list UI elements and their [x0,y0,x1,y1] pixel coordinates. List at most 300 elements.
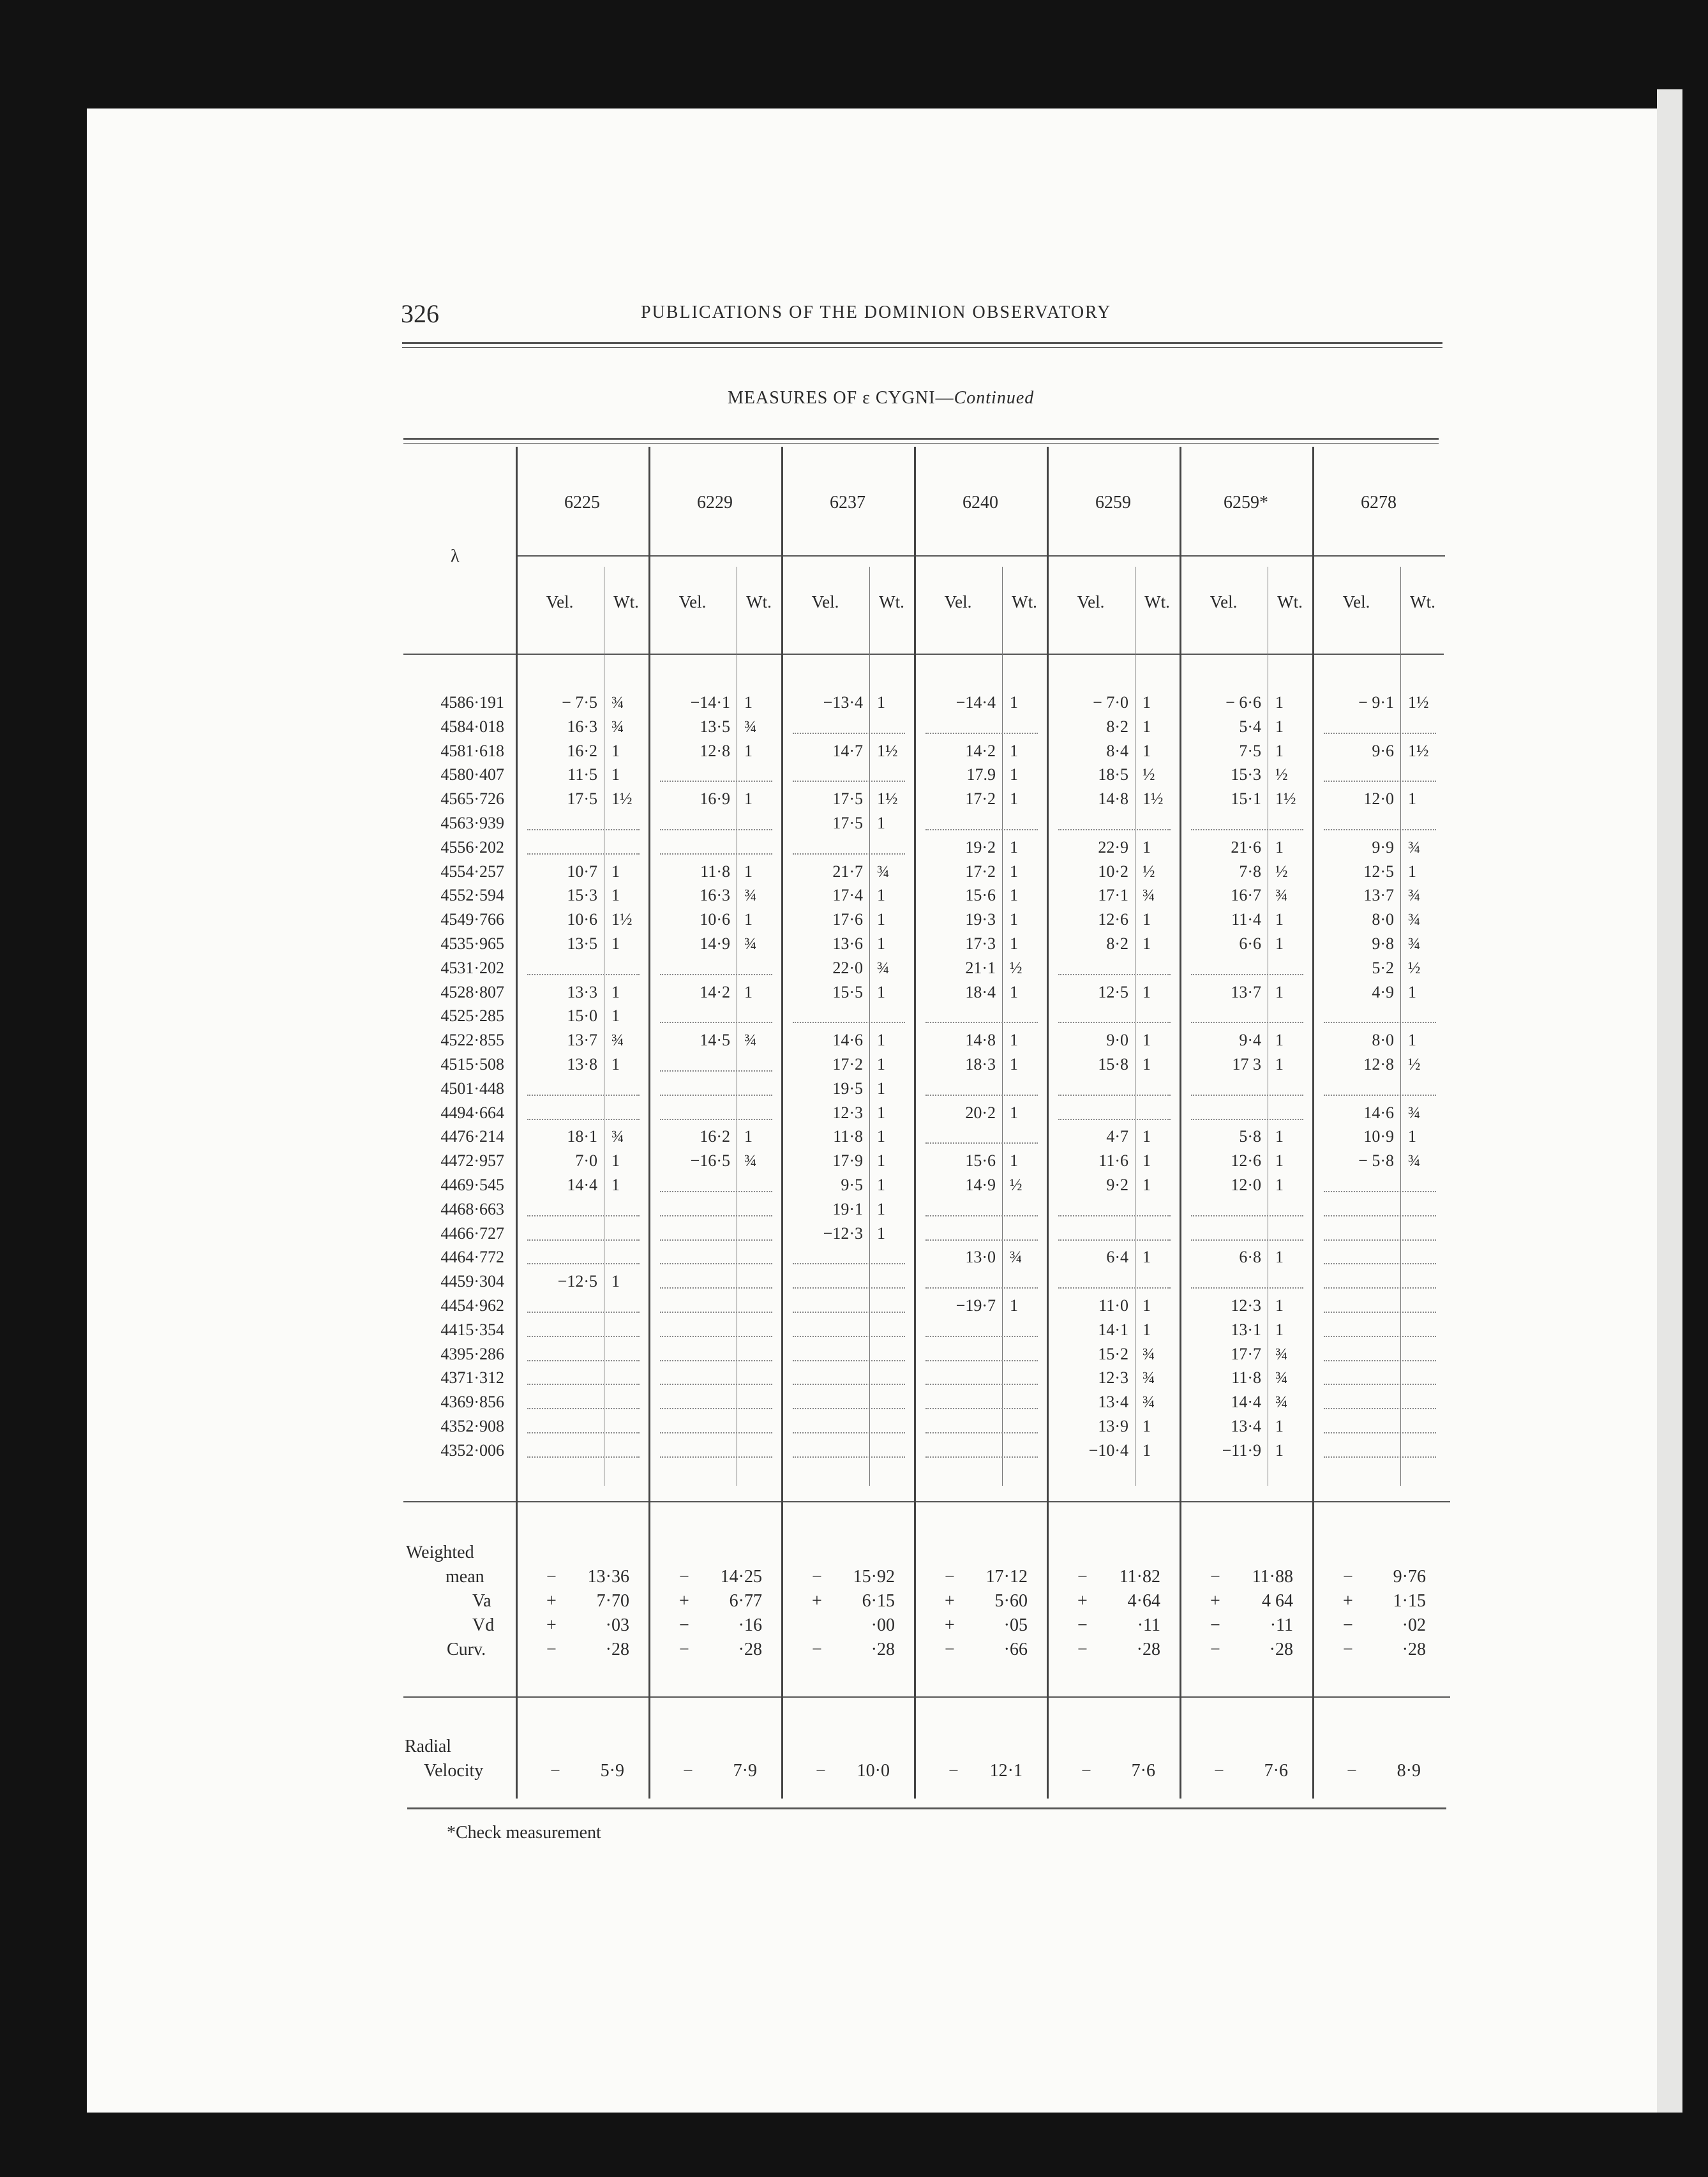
wavelength-label: 4476·214 [440,1127,504,1146]
weight-value: ¾ [877,862,890,881]
velocity-value: 9·9 [1372,837,1394,857]
wt-header: Wt. [613,592,639,611]
weight-value: 1½ [611,789,633,809]
velocity-value: 12·3 [832,1103,863,1122]
weight-value: 1 [1142,741,1151,760]
velocity-value: 11·8 [700,862,730,881]
plate-number: 6259 [1095,493,1131,512]
weight-value: 1 [1010,1031,1018,1050]
empty-row-dots [660,1432,772,1433]
weight-value: 1 [744,910,753,929]
weight-value: 1 [1142,982,1151,1001]
wavelength-label: 4531·202 [440,958,504,977]
summary-sign: + [945,1591,955,1611]
empty-row-dots [925,1215,1038,1216]
weight-value: 1 [744,1127,753,1146]
velocity-value: −12·3 [823,1223,863,1243]
wt-header: Wt. [879,592,904,611]
empty-row-dots [527,1360,640,1361]
weight-value: 1½ [1408,693,1429,712]
radial-sign: − [1081,1761,1091,1781]
vel-wt-divider-3 [1002,567,1003,1486]
velocity-value: 4·9 [1372,982,1394,1001]
velocity-value: 15·3 [1231,765,1261,784]
plate-number: 6259* [1224,493,1268,512]
velocity-value: 13·7 [1231,982,1261,1001]
summary-label-vd: Vd [472,1615,495,1635]
plate-header-rule [516,555,1445,557]
weight-value: 1 [1408,1031,1416,1050]
empty-row-dots [1191,829,1303,830]
summary-sign: − [1343,1615,1353,1635]
wt-header: Wt. [1277,592,1303,611]
vel-header: Vel. [944,592,972,611]
empty-row-dots [925,1022,1038,1023]
summary-value: 5·60 [994,1591,1028,1611]
empty-row-dots [1191,1022,1303,1023]
empty-row-dots [793,1263,905,1264]
velocity-value: −12·5 [557,1272,597,1291]
velocity-value: 4·7 [1106,1127,1128,1146]
empty-row-dots [925,1287,1038,1289]
velocity-value: 17·4 [832,886,863,905]
weight-value: ½ [1142,765,1155,784]
velocity-value: 16·2 [567,741,597,760]
weight-value: 1 [611,1055,620,1074]
table-title-main: MEASURES OF ε CYGNI— [728,388,954,408]
vel-header: Vel. [546,592,574,611]
empty-row-dots [660,1022,772,1023]
plate-number: 6240 [963,493,998,512]
empty-row-dots [925,1432,1038,1433]
weight-value: 1 [611,886,620,905]
summary-value: ·02 [1402,1615,1426,1635]
wavelength-label: 4584·018 [440,717,504,736]
empty-row-dots [660,1408,772,1409]
vel-header: Vel. [811,592,839,611]
velocity-value: 11·0 [1098,1296,1128,1315]
velocity-value: 19·2 [965,837,996,857]
empty-row-dots [793,1432,905,1433]
weight-value: ¾ [744,1151,757,1171]
radial-sign: − [816,1761,826,1781]
velocity-value: 18·4 [965,982,996,1001]
velocity-value: 13·5 [700,717,730,736]
weight-value: 1 [744,693,753,712]
weight-value: 1 [877,1151,885,1171]
summary-sign: − [1210,1615,1220,1635]
weight-value: 1 [1275,1296,1284,1315]
empty-row-dots [527,1095,640,1096]
velocity-value: 13·9 [1098,1417,1128,1435]
empty-row-dots [660,1287,772,1289]
velocity-value: 10·9 [1363,1127,1394,1146]
weight-value: 1 [611,862,620,881]
radial-value: 8·9 [1397,1761,1421,1781]
weight-value: 1 [1010,910,1018,929]
velocity-value: 15·0 [567,1006,597,1026]
summary-value: 4 64 [1262,1591,1293,1611]
velocity-value: 17·9 [832,1151,863,1171]
velocity-value: 13·4 [1098,1393,1128,1412]
empty-row-dots [660,1070,772,1072]
velocity-value: 10·6 [567,910,597,929]
velocity-value: 18·5 [1098,765,1128,784]
velocity-value: 14·2 [700,982,730,1001]
vel-wt-divider-2 [869,567,870,1486]
summary-value: ·16 [738,1615,762,1635]
wavelength-label: 4563·939 [440,814,504,832]
weight-value: ½ [1010,1176,1023,1194]
weight-value: 1 [877,910,885,929]
velocity-value: 9·0 [1106,1031,1128,1050]
wavelength-label: 4494·664 [440,1103,504,1122]
summary-value: 14·25 [720,1567,762,1587]
velocity-value: 14·8 [1098,789,1128,809]
velocity-value: 12·8 [1363,1055,1394,1074]
summary-value: 6·77 [729,1591,762,1611]
summary-sign: + [1210,1591,1220,1611]
weight-value: 1 [1275,741,1284,760]
velocity-value: 13·7 [1363,886,1394,905]
weight-value: 1 [611,1151,620,1171]
velocity-value: 13·1 [1231,1320,1261,1339]
weight-value: 1 [611,765,620,784]
wavelength-label: 4472·957 [440,1151,504,1171]
velocity-value: 9·8 [1372,934,1394,953]
velocity-value: 7·0 [575,1151,597,1171]
summary-value: ·28 [738,1640,762,1659]
wavelength-label: 4565·726 [440,789,504,809]
velocity-value: 17·1 [1098,886,1128,905]
velocity-value: 16·3 [567,717,597,736]
weight-value: 1½ [1142,789,1164,809]
velocity-value: 15·8 [1098,1055,1128,1074]
velocity-value: 20·2 [965,1103,996,1122]
weight-value: 1 [1275,1320,1284,1339]
weight-value: ¾ [1142,1368,1155,1388]
wavelength-label: 4554·257 [440,862,504,881]
radial-sign: − [683,1761,693,1781]
radial-value: 7·9 [733,1761,757,1781]
weight-value: ¾ [744,1031,757,1050]
weight-value: 1 [1010,982,1018,1001]
velocity-value: 12·8 [700,741,730,760]
summary-value: 1·15 [1393,1591,1426,1611]
weight-value: 1 [877,693,885,712]
empty-row-dots [660,1215,772,1216]
velocity-value: 9·5 [841,1176,863,1194]
weight-value: 1½ [611,910,633,929]
weight-value: 1 [1010,1055,1018,1074]
velocity-value: 9·4 [1239,1031,1261,1050]
plate-number: 6229 [697,493,733,512]
weight-value: 1 [1142,1320,1151,1339]
weight-value: 1 [1142,837,1151,857]
weight-value: 1 [1010,886,1018,905]
empty-row-dots [793,1287,905,1289]
empty-row-dots [1324,1432,1436,1433]
velocity-value: 13·7 [567,1031,597,1050]
summary-rule [403,1501,1450,1502]
empty-row-dots [527,1336,640,1337]
velocity-value: 8·2 [1106,934,1128,953]
velocity-value: 19·1 [832,1199,863,1218]
page-number: 326 [401,299,439,328]
empty-row-dots [660,829,772,830]
summary-sign: + [546,1615,557,1635]
empty-row-dots [1191,1119,1303,1120]
summary-label-va: Va [472,1591,491,1611]
summary-value: ·11 [1137,1615,1160,1635]
wavelength-label: 4581·618 [440,741,504,760]
weight-value: 1 [877,1103,885,1122]
weight-value: 1 [1275,693,1284,712]
empty-row-dots [527,974,640,975]
velocity-value: 13·4 [1231,1417,1261,1435]
empty-row-dots [1324,1384,1436,1385]
empty-row-dots [793,733,905,734]
weight-value: 1½ [1275,789,1296,809]
weight-value: 1 [1142,1248,1151,1267]
weight-value: ¾ [1142,1344,1155,1363]
plate-divider-5 [1180,447,1181,1799]
wavelength-label: 4352·006 [440,1440,504,1460]
empty-row-dots [793,1022,905,1023]
weight-value: ½ [1275,765,1288,784]
velocity-value: −14·4 [955,693,996,712]
empty-row-dots [1058,1119,1171,1120]
velocity-value: 18·1 [567,1127,597,1146]
vel-header: Vel. [678,592,707,611]
velocity-value: 13·6 [832,934,863,953]
weight-value: 1 [1010,1296,1018,1315]
velocity-value: 17·7 [1231,1344,1261,1363]
summary-label-weighted: Weighted [406,1543,474,1562]
velocity-value: 5·2 [1372,958,1394,977]
velocity-value: 12·5 [1363,862,1394,881]
weight-value: 1 [1275,1031,1284,1050]
weight-value: 1 [1408,789,1416,809]
wavelength-label: 4466·727 [440,1223,504,1243]
empty-row-dots [660,1095,772,1096]
empty-row-dots [793,1360,905,1361]
weight-value: ¾ [877,958,890,977]
weight-value: 1½ [877,789,898,809]
velocity-value: 22·9 [1098,837,1128,857]
empty-row-dots [925,1384,1038,1385]
empty-row-dots [1324,1095,1436,1096]
wavelength-label: 4580·407 [440,765,504,784]
velocity-value: 17·5 [832,814,863,832]
empty-row-dots [1324,1360,1436,1361]
radial-sign: − [948,1761,959,1781]
summary-value: ·28 [605,1640,629,1659]
weight-value: 1 [1275,717,1284,736]
footnote: *Check measurement [447,1823,601,1843]
empty-row-dots [1324,1191,1436,1192]
empty-row-dots [925,733,1038,734]
velocity-value: 14·6 [832,1031,863,1050]
radial-value: 7·6 [1264,1761,1288,1781]
summary-sign: − [945,1567,955,1587]
velocity-value: 21·7 [832,862,863,881]
velocity-value: − 6·6 [1225,693,1261,712]
velocity-value: − 7·0 [1093,693,1128,712]
weight-value: 1 [1275,1440,1284,1460]
velocity-value: 14·8 [965,1031,996,1050]
summary-sign: − [1210,1567,1220,1587]
empty-row-dots [1324,829,1436,830]
velocity-value: 10·6 [700,910,730,929]
weight-value: 1 [611,982,620,1001]
weight-value: 1 [744,862,753,881]
wavelength-label: 4369·856 [440,1393,504,1412]
velocity-value: −19·7 [955,1296,996,1315]
velocity-value: 15·1 [1231,789,1261,809]
weight-value: 1 [744,982,753,1001]
radial-value: 5·9 [600,1761,624,1781]
weight-value: 1 [1142,717,1151,736]
summary-value: 9·76 [1393,1567,1426,1587]
wavelength-label: 4459·304 [440,1272,504,1291]
weight-value: ½ [1408,958,1421,977]
empty-row-dots [1324,1263,1436,1264]
weight-value: 1 [877,982,885,1001]
empty-row-dots [793,1384,905,1385]
weight-value: 1 [744,789,753,809]
velocity-value: 6·4 [1106,1248,1128,1267]
plate-divider-1 [648,447,650,1799]
weight-value: 1 [877,934,885,953]
empty-row-dots [793,1456,905,1458]
weight-value: 1 [877,1176,885,1194]
radial-label-1: Radial [405,1737,452,1756]
radial-sign: − [550,1761,560,1781]
wt-header: Wt. [1012,592,1037,611]
empty-row-dots [527,1312,640,1313]
weight-value: 1 [611,1272,620,1291]
empty-row-dots [793,1408,905,1409]
velocity-value: 17·5 [832,789,863,809]
velocity-value: 11·8 [833,1127,863,1146]
wavelength-label: 4352·908 [440,1417,504,1435]
wavelength-label: 4468·663 [440,1199,504,1218]
summary-value: ·05 [1003,1615,1028,1635]
summary-label-mean: mean [446,1567,484,1587]
empty-row-dots [1191,1095,1303,1096]
weight-value: ¾ [1142,1393,1155,1412]
weight-value: 1 [877,1079,885,1098]
wavelength-label: 4415·354 [440,1320,504,1339]
summary-value: ·66 [1003,1640,1028,1659]
velocity-value: 11·8 [1231,1368,1261,1388]
velocity-value: 10·2 [1098,862,1128,881]
radial-rule [403,1696,1450,1698]
wavelength-label: 4371·312 [440,1368,504,1388]
velocity-value: 17·3 [965,934,996,953]
summary-value: ·00 [871,1615,895,1635]
empty-row-dots [660,1119,772,1120]
weight-value: 1 [1010,862,1018,881]
weight-value: 1 [1142,1127,1151,1146]
empty-row-dots [527,1119,640,1120]
summary-sign: − [945,1640,955,1659]
weight-value: 1½ [877,741,898,760]
velocity-value: 16·7 [1231,886,1261,905]
empty-row-dots [925,1360,1038,1361]
velocity-value: 15·6 [965,886,996,905]
summary-value: 11·88 [1252,1567,1293,1587]
summary-sign: − [1343,1640,1353,1659]
wavelength-label: 4522·855 [440,1031,504,1050]
empty-row-dots [660,1360,772,1361]
velocity-value: 15·5 [832,982,863,1001]
summary-value: ·03 [605,1615,629,1635]
empty-row-dots [1324,1456,1436,1458]
velocity-value: 11·6 [1098,1151,1128,1171]
velocity-value: 12·6 [1231,1151,1261,1171]
velocity-value: 12·0 [1231,1176,1261,1194]
wavelength-label: 4469·545 [440,1176,504,1194]
empty-row-dots [527,853,640,855]
radial-value: 12·1 [989,1761,1023,1781]
wavelength-label: 4549·766 [440,910,504,929]
header-rule [402,342,1442,344]
header-rule-thin [402,347,1442,348]
velocity-value: 11·5 [567,765,597,784]
empty-row-dots [1191,1239,1303,1241]
weight-value: 1 [1010,789,1018,809]
wavelength-label: 4501·448 [440,1079,504,1098]
velocity-value: − 9·1 [1358,693,1394,712]
velocity-value: 7·5 [1239,741,1261,760]
running-title: PUBLICATIONS OF THE DOMINION OBSERVATORY [641,303,1112,322]
empty-row-dots [925,829,1038,830]
velocity-value: 16·3 [700,886,730,905]
velocity-value: 14·2 [965,741,996,760]
weight-value: 1 [611,1176,620,1194]
weight-value: 1 [1275,1151,1284,1171]
velocity-value: 16·2 [700,1127,730,1146]
summary-value: 7·70 [596,1591,629,1611]
weight-value: ¾ [611,693,624,712]
velocity-value: 5·4 [1239,717,1261,736]
summary-value: 4·64 [1127,1591,1160,1611]
weight-value: 1 [1275,982,1284,1001]
summary-sign: − [812,1567,822,1587]
weight-value: 1 [1142,1417,1151,1435]
empty-row-dots [527,1384,640,1385]
summary-value: 13·36 [587,1567,629,1587]
velocity-value: 14·6 [1363,1103,1394,1122]
velocity-value: 15·3 [567,886,597,905]
weight-value: 1 [1142,1440,1151,1460]
empty-row-dots [1324,781,1436,782]
empty-row-dots [925,1408,1038,1409]
weight-value: 1 [877,1055,885,1074]
empty-row-dots [793,1312,905,1313]
summary-value: 6·15 [862,1591,895,1611]
velocity-value: 15·6 [965,1151,996,1171]
weight-value: 1 [1142,910,1151,929]
velocity-value: 14·7 [832,741,863,760]
wavelength-label: 4454·962 [440,1296,504,1315]
summary-value: ·11 [1270,1615,1293,1635]
velocity-value: − 7·5 [562,693,597,712]
next-page-edge [1657,89,1682,2113]
velocity-value: 8·2 [1106,717,1128,736]
